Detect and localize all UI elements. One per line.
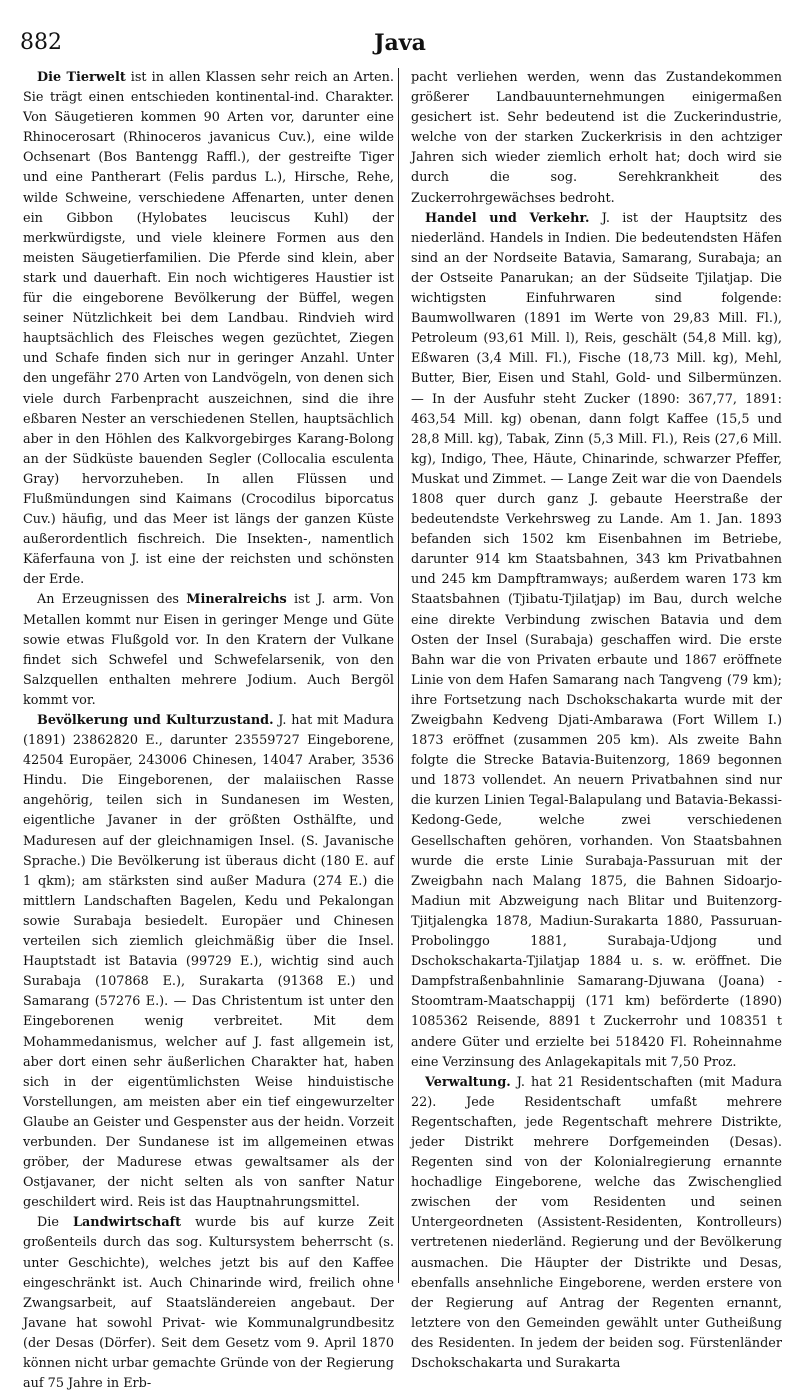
text-minerals: ist J. arm. Von Metallen kommt nur Eisen in geringer Menge und Güte sowie etwas Flußgold vor. In den Kratern der Vulkane findet sich Schwefel und Schwefelarsenik, von den Salzquellen enthalten mehrere Jodium. Auch Bergöl kommt vor. — [23, 592, 394, 708]
text-population: J. hat mit Madura (1891) 23862820 E., darunter 23559727 Eingeborene, 42504 Europäer, 243006 Chinesen, 14047 Araber, 3536 Hindu. Die Eingeborenen, der malaiischen Rasse angehörig, teilen sich in Sundanesen im Westen, eigentliche Javaner in der größten Osthälfte, und Maduresen auf der gleichnamigen Insel. (S. Javanische Sprache.) Die Bevölkerung ist überaus dicht (180 E. auf 1 qkm); am stärksten sind außer Madura (274 E.) die mittlern Landschaften Bagelen, Kedu und Pekalongan sowie Surabaja besiedelt. Europäer und Chinesen verteilen sich ziemlich gleichmäßig über die Insel. Hauptstadt ist Batavia (99729 E.), wichtig sind auch Surabaja (107868 E.), Surakarta (91368 E.) und Samarang (57276 E.). — Das Christentum ist unter den Eingeborenen wenig verbreitet. Mit dem Mohammedanismus, welcher auf J. fast allgemein ist, aber dort einen sehr äußerlichen Charakter hat, haben sich in der eigentümlichsten Weise hinduistische Vorstellungen, am meisten aber ein tief eingewurzelter Glaube an Geister und Gespenster aus der heidn. Vorzeit verbunden. Der Sundanese ist im allgemeinen etwas gröber, der Madurese etwas gewaltsamer als der Ostjavaner, der nicht selten als von sanfter Natur geschildert wird. Reis ist das Hauptnahrungsmittel. — [23, 713, 394, 1211]
paragraph-trade — [411, 209, 782, 1073]
paragraph-minerals — [23, 590, 394, 711]
paragraph-agriculture-cont — [411, 68, 782, 209]
paragraph-agriculture — [23, 1213, 394, 1394]
text-administration: J. hat 21 Residentschaften (mit Madura 22). Jede Residentschaft umfaßt mehrere Regentschaften, jede Regentschaft mehrere Distrikte, jeder Distrikt mehrere Dorfgemeinden (Desas). Regenten sind von der Kolonialregierung ernannte hochadlige Eingeborene, welche das Zwischenglied zwischen der vom Residenten und seinen Untergeordneten (Assistent-Residenten, Kontrolleurs) vertretenen niederländ. Regierung und der Bevölkerung ausmachen. Die Häupter der Distrikte und Desas, ebenfalls ansehnliche Eingeborene, werden erstere von der Regierung auf Antrag der Regenten ernannt, letztere von den Gemeinden gewählt unter Gutheißung des Residenten. In jedem der beiden sog. Fürstenländer Dschokschakarta und Surakarta — [411, 1074, 782, 1371]
lead-minerals: An Erzeugnissen des — [37, 592, 187, 608]
text-agriculture: wurde bis auf kurze Zeit großenteils durch das sog. Kultursystem beherrscht (s. unter Geschichte), welches jetzt bis auf den Kaffee eingeschränkt ist. Auch Chinarinde wird, freilich ohne Zwangsarbeit, auf Staatsländereien angebaut. Der Javane hat sowohl Privat- wie Kommunalgrundbesitz (der Desas (Dörfer). Seit dem Gesetz vom 9. April 1870 können nicht urbar gemachte Gründe von der Regierung auf 75 Jahre in Erb- — [23, 1215, 394, 1392]
heading-administration: Verwaltung. — [425, 1074, 511, 1090]
page-number: 882 — [20, 30, 62, 55]
text-agriculture-cont: pacht verliehen werden, wenn das Zustandekommen größerer Landbauunternehmungen einigermaßen gesichert ist. Sehr bedeutend ist die Zuckerindustrie, welche von der starken Zuckerkrisis in den achtziger Jahren sich wieder ziemlich erholt hat; doch wird sie durch die sog. Serehkrankheit des Zuckerrohrgewächses bedroht. — [411, 70, 782, 206]
column-divider — [398, 68, 399, 1283]
running-title: Java — [374, 30, 426, 56]
paragraph-population — [23, 711, 394, 1213]
heading-trade: Handel und Verkehr. — [425, 210, 590, 226]
heading-population: Bevölkerung und Kulturzustand. — [37, 713, 274, 728]
heading-agriculture: Landwirtschaft — [72, 1215, 182, 1231]
right-column — [411, 68, 782, 1371]
lead-agriculture: Die — [37, 1215, 73, 1231]
heading-fauna: Die Tierwelt — [37, 70, 126, 85]
paragraph-administration — [411, 1073, 782, 1374]
text-trade: J. ist der Hauptsitz des niederländ. Handels in Indien. Die bedeutendsten Häfen sind an der Nordseite Batavia, Samarang, Surabaja; an der Ostseite Panarukan; an der Südseite Tjilatjap. Die wichtigsten Einfuhrwaren sind folgende: Baumwollwaren (1891 im Werte von 29,83 Mill. Fl.), Petroleum (93,61 Mill. l), Reis, geschält (54,8 Mill. kg), Eßwaren (3,4 Mill. Fl.), Fische (18,73 Mill. kg), Mehl, Butter, Bier, Eisen und Stahl, Gold- und Silbermünzen. — In der Ausfuhr steht Zucker (1890: 367,77, 1891: 463,54 Mill. kg) obenan, dann folgt Kaffee (15,5 und 28,8 Mill. kg), Tabak, Zinn (5,3 Mill. Fl.), Reis (27,6 Mill. kg), Indigo, Thee, Häute, Chinarinde, schwarzer Pfeffer, Muskat und Zimmet. — Lange Zeit war die von Daendels 1808 quer durch ganz J. gebaute Heerstraße der bedeutendste Verkehrsweg zu Lande. Am 1. Jan. 1893 befanden sich 1502 km Eisenbahnen im Betriebe, darunter 914 km Staatsbahnen, 343 km Privatbahnen und 245 km Dampftramways; außerdem waren 173 km Staatsbahnen (Tjibatu-Tjilatjap) im Bau, durch welche eine direkte Verbindung zwischen Batavia und dem Osten der Insel (Surabaja) geschaffen wird. Die erste Bahn war die von Privaten erbaute und 1867 eröffnete Linie von dem Hafen Samarang nach Tangveng (79 km); ihre Fortsetzung nach Dschokschakarta wurde mit der Zweigbahn Kedveng Djati-Ambarawa (Fort Willem I.) 1873 eröffnet (zusammen 205 km). Als zweite Bahn folgte die Strecke Batavia-Buitenzorg, 1869 begonnen und 1873 vollendet. An neuern Privatbahnen sind nur die kurzen Linien Tegal-Balapulang und Batavia-Bekassi-Kedong-Gede, welche zwei verschiedenen Gesellschaften gehören, vorhanden. Von Staatsbahnen wurde die erste Linie Surabaja-Passuruan mit der Zweigbahn nach Malang 1875, die Bahnen Sidoarjo-Madiun mit Abzweigung nach Blitar und Buitenzorg-Tjitjalengka 1878, Madiun-Surakarta 1880, Passuruan-Probolinggo 1881, Surabaja-Udjong und Dschokschakarta-Tjilatjap 1884 u. s. w. eröffnet. Die Dampfstraßenbahnlinie Samarang-Djuwana (Joana) -Stoomtram-Maatschappij (171 km) beförderte (1890) 1085362 Reisende, 8891 t Zuckerrohr und 108351 t andere Güter und erzielte bei 518420 Fl. Roheinnahme eine Verzinsung des Anlagekapitals mit 7,50 Proz. — [411, 210, 782, 1070]
text-fauna: ist in allen Klassen sehr reich an Arten. Sie trägt einen entschieden kontinental-ind. Charakter. Von Säugetieren kommen 90 Arten vor, darunter eine Rhinocerosart (Rhinoceros javanicus Cuv.), eine wilde Ochsenart (Bos Bantengg Raffl.), der gestreifte Tiger und eine Pantherart (Felis pardus L.), Hirsche, Rehe, wilde Schweine, verschiedene Affenarten, unter denen ein Gibbon (Hylobates leuciscus Kuhl) der merkwürdigste, und viele kleinere Formen aus den meisten Säugetierfamilien. Die Pferde sind klein, aber stark und dauerhaft. Ein noch wichtigeres Haustier ist für die eingeborene Bevölkerung der Büffel, wegen seiner Nützlichkeit bei dem Landbau. Rindvieh wird hauptsächlich des Fleisches wegen gezüchtet, Ziegen und Schafe finden sich nur in geringer Anzahl. Unter den ungefähr 270 Arten von Landvögeln, von denen sich viele durch Farbenpracht auszeichnen, sind die ihre eßbaren Nester an verschiedenen Stellen, hauptsächlich aber in den Höhlen des Kalkvorgebirges Karang-Bolong an der Südküste bauenden Segler (Collocalia esculenta Gray) hervorzuheben. In allen Flüssen und Flußmündungen sind Kaimans (Crocodilus biporcatus Cuv.) häufig, und das Meer ist längs der ganzen Küste außerordentlich fischreich. Die Insekten-, namentlich Käferfauna von J. ist eine der reichsten und schönsten der Erde. — [23, 70, 394, 588]
paragraph-fauna — [23, 68, 394, 590]
heading-minerals: Mineralreichs — [186, 592, 287, 608]
page-header — [20, 30, 780, 60]
left-column — [23, 68, 394, 1392]
